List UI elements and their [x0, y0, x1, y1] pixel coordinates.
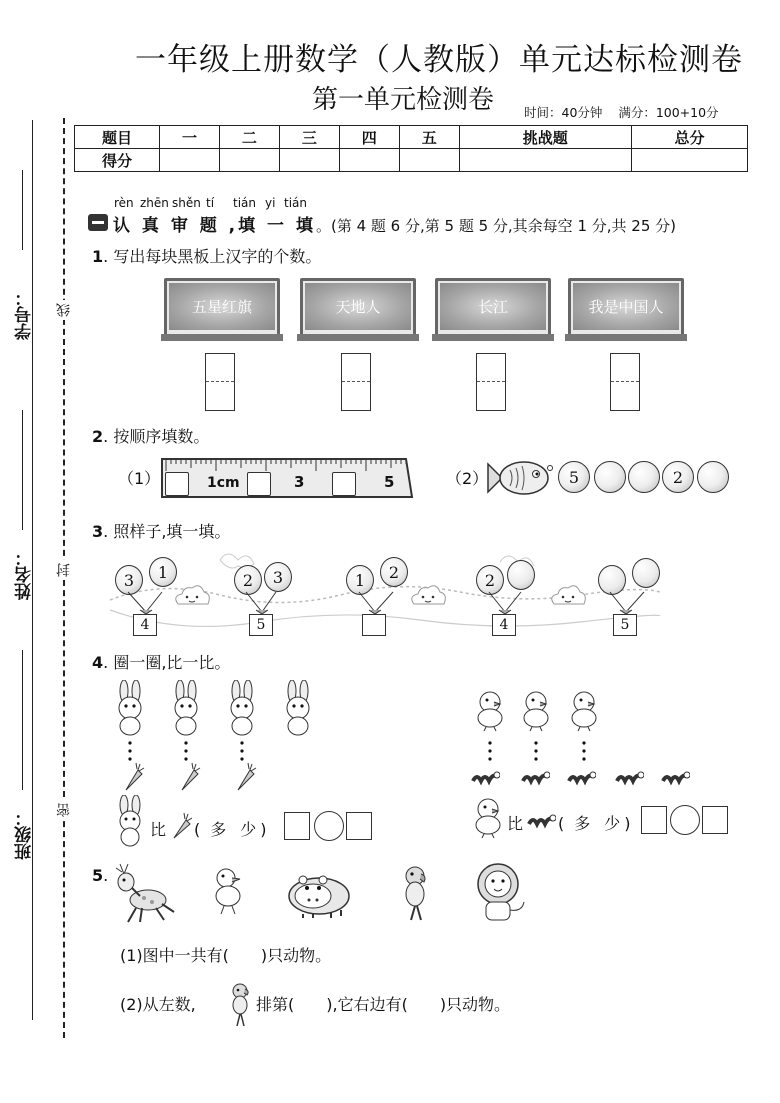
rabbit-compare-word: 比: [150, 820, 167, 839]
balloon-5b[interactable]: [632, 558, 660, 588]
blackboard-2: [300, 278, 416, 340]
student-id-underline[interactable]: [22, 170, 23, 250]
balloon-2a: 2: [234, 565, 262, 595]
section-one-icon: [88, 214, 108, 231]
balloon-4b[interactable]: [507, 560, 535, 590]
balloon-3a: 1: [346, 565, 374, 595]
chick-answer-square-1[interactable]: [641, 806, 667, 834]
sum-box-3[interactable]: [362, 614, 386, 636]
sum-box-1: 4: [133, 614, 157, 636]
rabbit-icon: [278, 680, 318, 742]
question-5: 5.: [92, 866, 109, 885]
blackboard-3-text: 长江: [440, 283, 546, 330]
question-1: 1. 写出每块黑板上汉字的个数。: [92, 247, 322, 266]
score-col-5: 五: [399, 126, 459, 149]
ruler-answer-box-1[interactable]: [165, 472, 189, 496]
rabbit-answer-square-1[interactable]: [284, 812, 310, 840]
score-col-total: 总分: [631, 126, 747, 149]
time-limit: 时间：40分钟: [524, 105, 603, 120]
section-one-heading: [113, 211, 676, 236]
carrot-icon: [122, 762, 146, 796]
seal-text-line: 线: [54, 300, 74, 320]
q5-sub1: (1)图中一共有( )只动物。: [120, 946, 332, 965]
score-cell[interactable]: [279, 149, 339, 172]
ruler-label-3: 3: [294, 473, 305, 491]
name-label: 姓名：: [15, 549, 35, 600]
worm-icon: [614, 765, 644, 791]
rabbit-answer-circle[interactable]: [314, 811, 344, 841]
pinyin-6: yi: [265, 196, 276, 210]
page-title: 一年级上册数学（人教版）单元达标检测卷: [135, 42, 743, 78]
rabbit-icon: [110, 680, 150, 742]
fish-icon: [484, 456, 556, 500]
sequence-circle-5[interactable]: [697, 461, 729, 493]
sequence-circle-1: 5: [558, 461, 590, 493]
balloon-2b: 3: [264, 562, 292, 592]
score-cell[interactable]: [631, 149, 747, 172]
balloon-3b: 2: [380, 557, 408, 587]
seal-text-secret: 密: [54, 800, 74, 820]
q5-sub2-prefix: (2)从左数,: [120, 995, 196, 1014]
pinyin-1: rèn: [114, 196, 134, 210]
rabbit-icon: [110, 795, 150, 847]
sequence-circle-2[interactable]: [594, 461, 626, 493]
name-underline[interactable]: [22, 410, 23, 530]
score-cell[interactable]: [399, 149, 459, 172]
score-header-topic: 题目: [75, 126, 160, 149]
pinyin-2: zhēn: [140, 196, 169, 210]
hippo-icon: [283, 866, 355, 920]
ruler-icon: [160, 457, 414, 499]
worm-icon: [526, 808, 556, 830]
sequence-circle-3[interactable]: [628, 461, 660, 493]
question-4: 4. 圈一圈,比一比。: [92, 653, 231, 672]
score-col-1: 一: [160, 126, 220, 149]
full-score: 满分：100+10分: [618, 105, 719, 120]
ruler-answer-box-2[interactable]: [247, 472, 271, 496]
balloon-1b: 1: [149, 557, 177, 587]
blackboard-1-text: 五星红旗: [169, 283, 275, 330]
chick-icon: [564, 688, 604, 736]
worm-icon: [566, 765, 596, 791]
chick-icon: [516, 688, 556, 736]
sequence-circle-4: 2: [662, 461, 694, 493]
balloon-1a: 3: [115, 565, 143, 595]
score-table-score-row: [75, 149, 748, 172]
chick-answer-square-2[interactable]: [702, 806, 728, 834]
blackboard-4-text: 我是中国人: [573, 283, 679, 330]
blackboard-1: [164, 278, 280, 340]
sum-box-4: 4: [492, 614, 516, 636]
score-cell[interactable]: [219, 149, 279, 172]
blackboard-4: [568, 278, 684, 340]
question-3: 3. 照样子,填一填。: [92, 522, 231, 541]
q2-part1-label: （1）: [118, 469, 161, 488]
rabbit-answer-square-2[interactable]: [346, 812, 372, 840]
match-dots: [486, 740, 494, 766]
rabbit-icon: [166, 680, 206, 742]
pinyin-4: tí: [206, 196, 215, 210]
pinyin-7: tián: [284, 196, 307, 210]
balloon-4a: 2: [476, 565, 504, 595]
answer-box-2[interactable]: [341, 353, 371, 411]
answer-box-3[interactable]: [476, 353, 506, 411]
score-table-header-row: [75, 126, 748, 149]
page-subtitle: 第一单元检测卷: [312, 85, 495, 115]
deer-icon: [112, 862, 178, 926]
chick-answer-circle[interactable]: [670, 805, 700, 835]
q2-part2-label: （2）: [446, 469, 489, 488]
answer-box-1[interactable]: [205, 353, 235, 411]
parrot-icon: [395, 864, 437, 922]
score-col-4: 四: [339, 126, 399, 149]
chick-icon: [470, 688, 510, 736]
score-table: [74, 125, 748, 172]
score-header-score: 得分: [75, 149, 160, 172]
seal-text-seal: 封: [54, 560, 74, 580]
blackboard-2-text: 天地人: [305, 283, 411, 330]
exam-meta: [524, 103, 719, 121]
ruler-label-1cm: 1cm: [207, 475, 240, 491]
cloud-icon: [408, 584, 448, 610]
worm-icon: [520, 765, 550, 791]
question-2: 2. 按顺序填数。: [92, 427, 210, 446]
ruler-label-5: 5: [384, 473, 395, 491]
score-col-challenge: 挑战题: [459, 126, 631, 149]
score-col-2: 二: [219, 126, 279, 149]
parrot-icon: [226, 982, 254, 1028]
score-cell[interactable]: [160, 149, 220, 172]
sum-box-5: 5: [613, 614, 637, 636]
student-id-label: 学号：: [15, 289, 35, 340]
class-label: 班级：: [15, 809, 35, 860]
q5-sub2-suffix: 排第( ),它右边有( )只动物。: [256, 995, 511, 1014]
cloud-icon: [548, 584, 588, 610]
carrot-icon: [170, 812, 192, 840]
ruler-answer-box-3[interactable]: [332, 472, 356, 496]
cloud-icon: [172, 584, 212, 610]
blackboard-3: [435, 278, 551, 340]
chick-compare-choice: ( 多 少 ): [558, 814, 631, 833]
rabbit-icon: [222, 680, 262, 742]
score-cell[interactable]: [339, 149, 399, 172]
score-cell[interactable]: [459, 149, 631, 172]
duck-icon: [210, 866, 246, 916]
answer-box-4[interactable]: [610, 353, 640, 411]
lion-icon: [470, 862, 530, 924]
class-underline[interactable]: [22, 650, 23, 790]
section-one-scoring: 。(第 4 题 6 分,第 5 题 5 分,其余每空 1 分,共 25 分): [315, 217, 676, 235]
rabbit-compare-choice: ( 多 少 ): [194, 820, 267, 839]
section-one-title: 认 真 审 题 ,填 一 填: [113, 216, 316, 236]
sum-box-2: 5: [249, 614, 273, 636]
carrot-icon: [178, 762, 202, 796]
match-dots: [532, 740, 540, 766]
worm-icon: [660, 765, 690, 791]
pinyin-3: shěn: [172, 196, 201, 210]
match-dots: [580, 740, 588, 766]
chick-compare-word: 比: [507, 814, 524, 833]
pinyin-5: tián: [233, 196, 256, 210]
chick-icon: [468, 795, 508, 839]
worm-icon: [470, 765, 500, 791]
score-col-3: 三: [279, 126, 339, 149]
carrot-icon: [234, 762, 258, 796]
